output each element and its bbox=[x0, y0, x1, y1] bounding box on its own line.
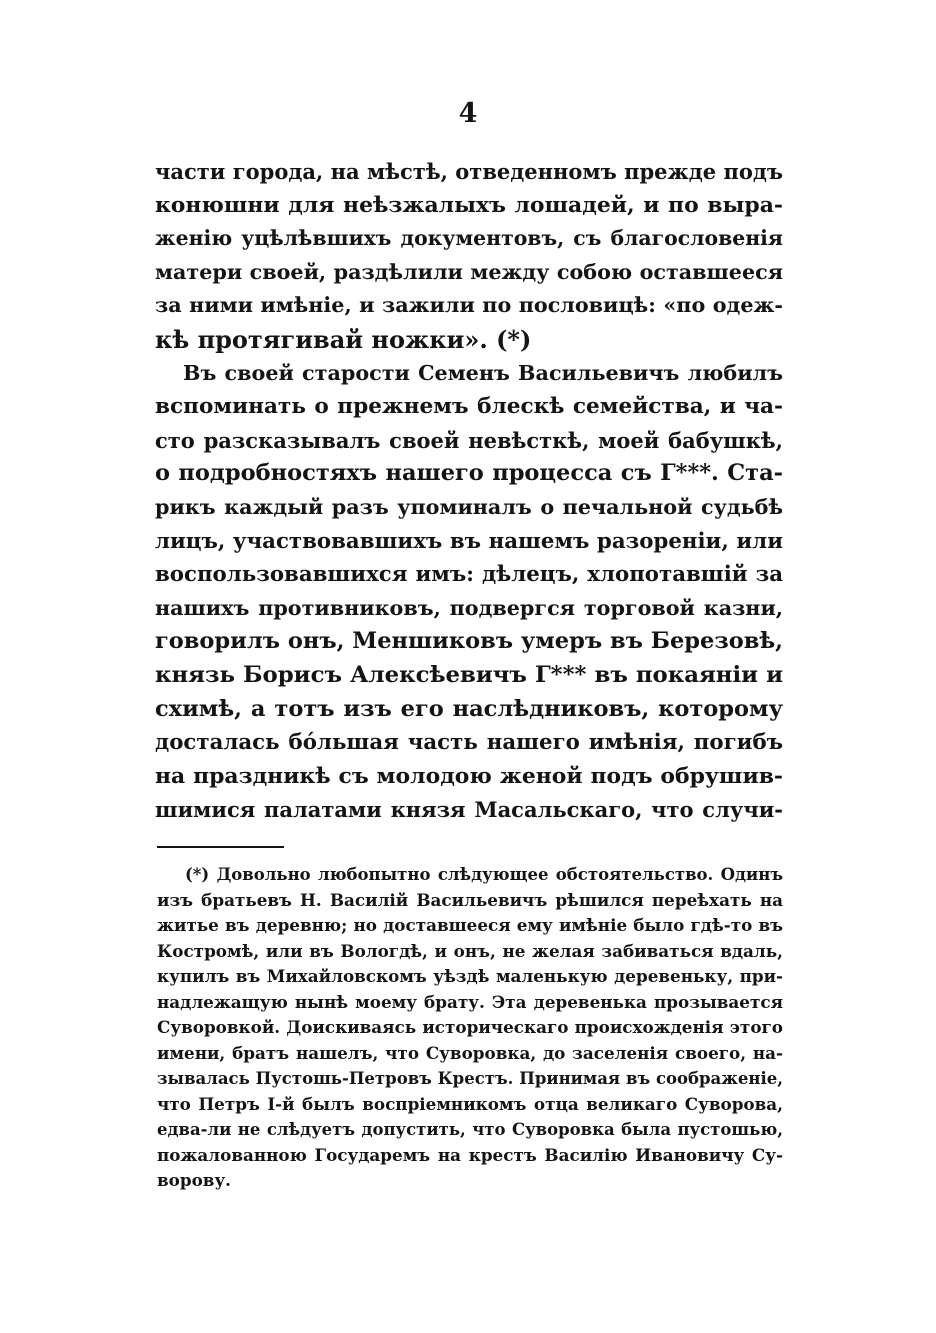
main-line-1: части города, на мѣстѣ, отведенномъ прежде подъ bbox=[155, 159, 783, 184]
footnote-line-2: изъ братьевъ Н. Василій Васильевичъ рѣшился переѣхать на bbox=[157, 889, 783, 910]
main-line-11: рикъ каждый разъ упоминалъ о печальной судьбѣ bbox=[155, 494, 783, 519]
main-line-16: князь Борисъ Алексѣевичъ Г*** въ покаяніи и bbox=[155, 661, 783, 688]
main-line-15: говорилъ онъ, Меншиковъ умеръ въ Березовѣ, bbox=[155, 628, 783, 655]
page-number: 4 bbox=[458, 98, 478, 129]
main-line-5: за ними имѣніе, и зажили по пословицѣ: «по одеж- bbox=[155, 293, 783, 318]
footnote-line-11: едва-ли не слѣдуетъ допустить, что Суворовка была пустошью, bbox=[157, 1120, 783, 1139]
footnote-line-4: Костромѣ, или въ Вологдѣ, и онъ, не желая забиваться вдаль, bbox=[157, 940, 783, 961]
footnote-line-3: житье въ деревню; но доставшееся ему имѣніе было гдѣ-то въ bbox=[157, 915, 783, 935]
footnote-line-12: пожалованною Государемъ на крестъ Василію Ивановичу Су- bbox=[157, 1144, 783, 1165]
main-line-4: матери своей, раздѣлили между собою оставшееся bbox=[155, 259, 783, 284]
footnote-line-6: надлежащую нынѣ моему брату. Эта деревенька прозывается bbox=[157, 991, 783, 1012]
main-line-13: воспользовавшихся имъ: дѣлецъ, хлопотавшій за bbox=[155, 562, 783, 588]
main-line-20: шимися палатами князя Масальскаго, что случи- bbox=[155, 797, 783, 823]
footnote-divider bbox=[157, 846, 284, 848]
footnote-line-10: что Петръ I-й былъ воспріемникомъ отца великаго Суворова, bbox=[157, 1093, 783, 1114]
footnote-line-1: (*) Довольно любопытно слѣдующее обстоятельство. Одинъ bbox=[185, 865, 783, 884]
main-line-7: Въ своей старости Семенъ Васильевичъ любилъ bbox=[183, 360, 783, 385]
main-line-17: схимѣ, а тотъ изъ его наслѣдниковъ, которому bbox=[155, 695, 783, 722]
main-text bbox=[155, 155, 783, 827]
main-line-12: лицъ, участвовавшихъ въ нашемъ разореніи, или bbox=[155, 528, 783, 554]
footnote-line-8: имени, братъ нашелъ, что Суворовка, до заселенія своего, на- bbox=[157, 1042, 783, 1063]
main-line-18: досталась бóльшая часть нашего имѣнія, погибъ bbox=[155, 730, 783, 756]
main-line-8: вспоминать о прежнемъ блескѣ семейства, и ча- bbox=[155, 394, 783, 420]
main-line-3: женію уцѣлѣвшихъ документовъ, съ благословенія bbox=[155, 226, 783, 251]
main-line-2: конюшни для неѣзжалыхъ лошадей, и по выра- bbox=[155, 191, 783, 218]
main-line-19: на праздникѣ съ молодою женой подъ обрушив- bbox=[155, 762, 783, 789]
footnote-line-5: купилъ въ Михайловскомъ уѣздѣ маленькую деревеньку, при- bbox=[157, 966, 783, 986]
main-line-9: сто разсказывалъ своей невѣсткѣ, моей бабушкѣ, bbox=[155, 427, 783, 453]
main-line-10: о подробностяхъ нашего процесса съ Г***. Ста- bbox=[155, 460, 783, 487]
footnote-line-7: Суворовкой. Доискиваясь историческаго происхожденія этого bbox=[157, 1017, 783, 1037]
footnote-line-9: зывалась Пустошь-Петровъ Крестъ. Принимая въ соображеніе, bbox=[157, 1069, 783, 1088]
main-line-14: нашихъ противниковъ, подвергся торговой казни, bbox=[155, 595, 783, 620]
footnote-line-13: ворову. bbox=[157, 1170, 232, 1190]
footnote bbox=[157, 862, 783, 1194]
main-line-6: кѣ протягивай ножки». (*) bbox=[155, 324, 532, 354]
